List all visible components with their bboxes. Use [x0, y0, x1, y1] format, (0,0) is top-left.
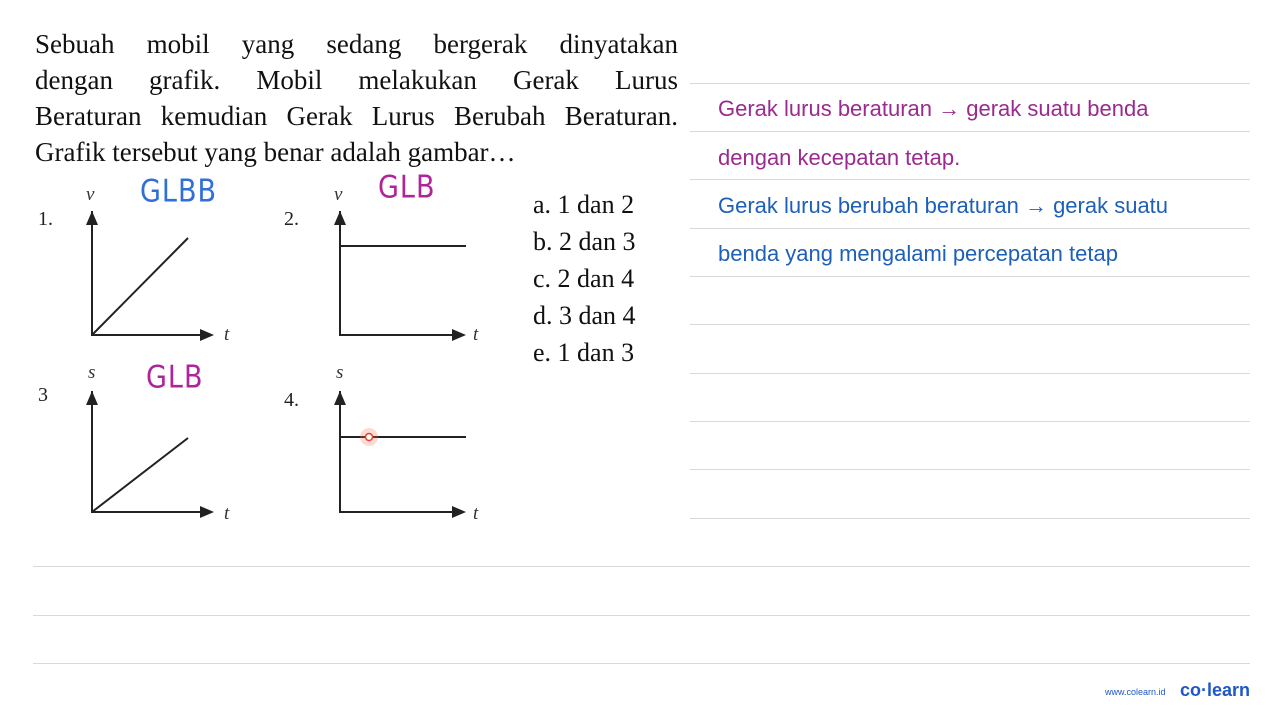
x-axis-label: t: [473, 503, 479, 524]
option-e[interactable]: e. 1 dan 3: [533, 338, 635, 367]
graph-4-plot: [328, 385, 478, 525]
y-arrow-icon: [86, 211, 98, 225]
y-arrow-icon: [86, 391, 98, 405]
x-arrow-icon: [200, 329, 214, 341]
handwritten-annotation-glbb: GLBB: [140, 173, 218, 210]
y-axis-label: v: [334, 184, 343, 205]
y-arrow-icon: [334, 391, 346, 405]
x-axis-label: t: [224, 503, 230, 524]
question-line: Beraturan kemudian Gerak Lurus Berubah Beraturan.: [35, 101, 678, 131]
plot-line: [92, 438, 188, 512]
x-arrow-icon: [452, 329, 466, 341]
axes: [340, 391, 460, 512]
note-line: Gerak lurus beraturan → gerak suatu benda: [718, 96, 1149, 121]
note-line: benda yang mengalami percepatan tetap: [718, 241, 1118, 266]
colearn-logo: co·learn: [1180, 680, 1251, 700]
graph-1-plot: [80, 205, 230, 345]
x-arrow-icon: [200, 506, 214, 518]
option-a[interactable]: a. 1 dan 2: [533, 190, 635, 219]
x-axis-label: t: [473, 324, 479, 345]
option-d[interactable]: d. 3 dan 4: [533, 301, 636, 330]
graph-2-plot: [328, 205, 478, 345]
handwritten-annotation-glb: GLB: [378, 169, 436, 206]
note-line: dengan kecepatan tetap.: [718, 145, 961, 170]
brand-url: www.colearn.id: [1105, 687, 1166, 697]
note-line: Gerak lurus berubah beraturan → gerak suatu: [718, 193, 1169, 218]
y-axis-label: s: [88, 362, 96, 383]
pointer-dot-icon: [366, 434, 373, 441]
graph-number: 3: [38, 384, 48, 406]
y-axis-label: s: [336, 362, 344, 383]
graph-number: 1.: [38, 208, 53, 230]
handwritten-annotation-glb: GLB: [146, 359, 204, 396]
y-arrow-icon: [334, 211, 346, 225]
x-arrow-icon: [452, 506, 466, 518]
y-axis-label: v: [86, 184, 95, 205]
x-axis-label: t: [224, 324, 230, 345]
axes: [92, 391, 208, 512]
question-line: dengan grafik. Mobil melakukan Gerak Lurus: [35, 65, 678, 95]
graph-number: 4.: [284, 389, 299, 411]
plot-line: [92, 238, 188, 335]
graph-3-plot: [80, 385, 230, 525]
question-line: Sebuah mobil yang sedang bergerak dinyatakan: [35, 29, 678, 59]
option-c[interactable]: c. 2 dan 4: [533, 264, 635, 293]
question-line: Grafik tersebut yang benar adalah gambar…: [35, 137, 516, 167]
graph-number: 2.: [284, 208, 299, 230]
axes: [340, 211, 460, 335]
option-b[interactable]: b. 2 dan 3: [533, 227, 636, 256]
